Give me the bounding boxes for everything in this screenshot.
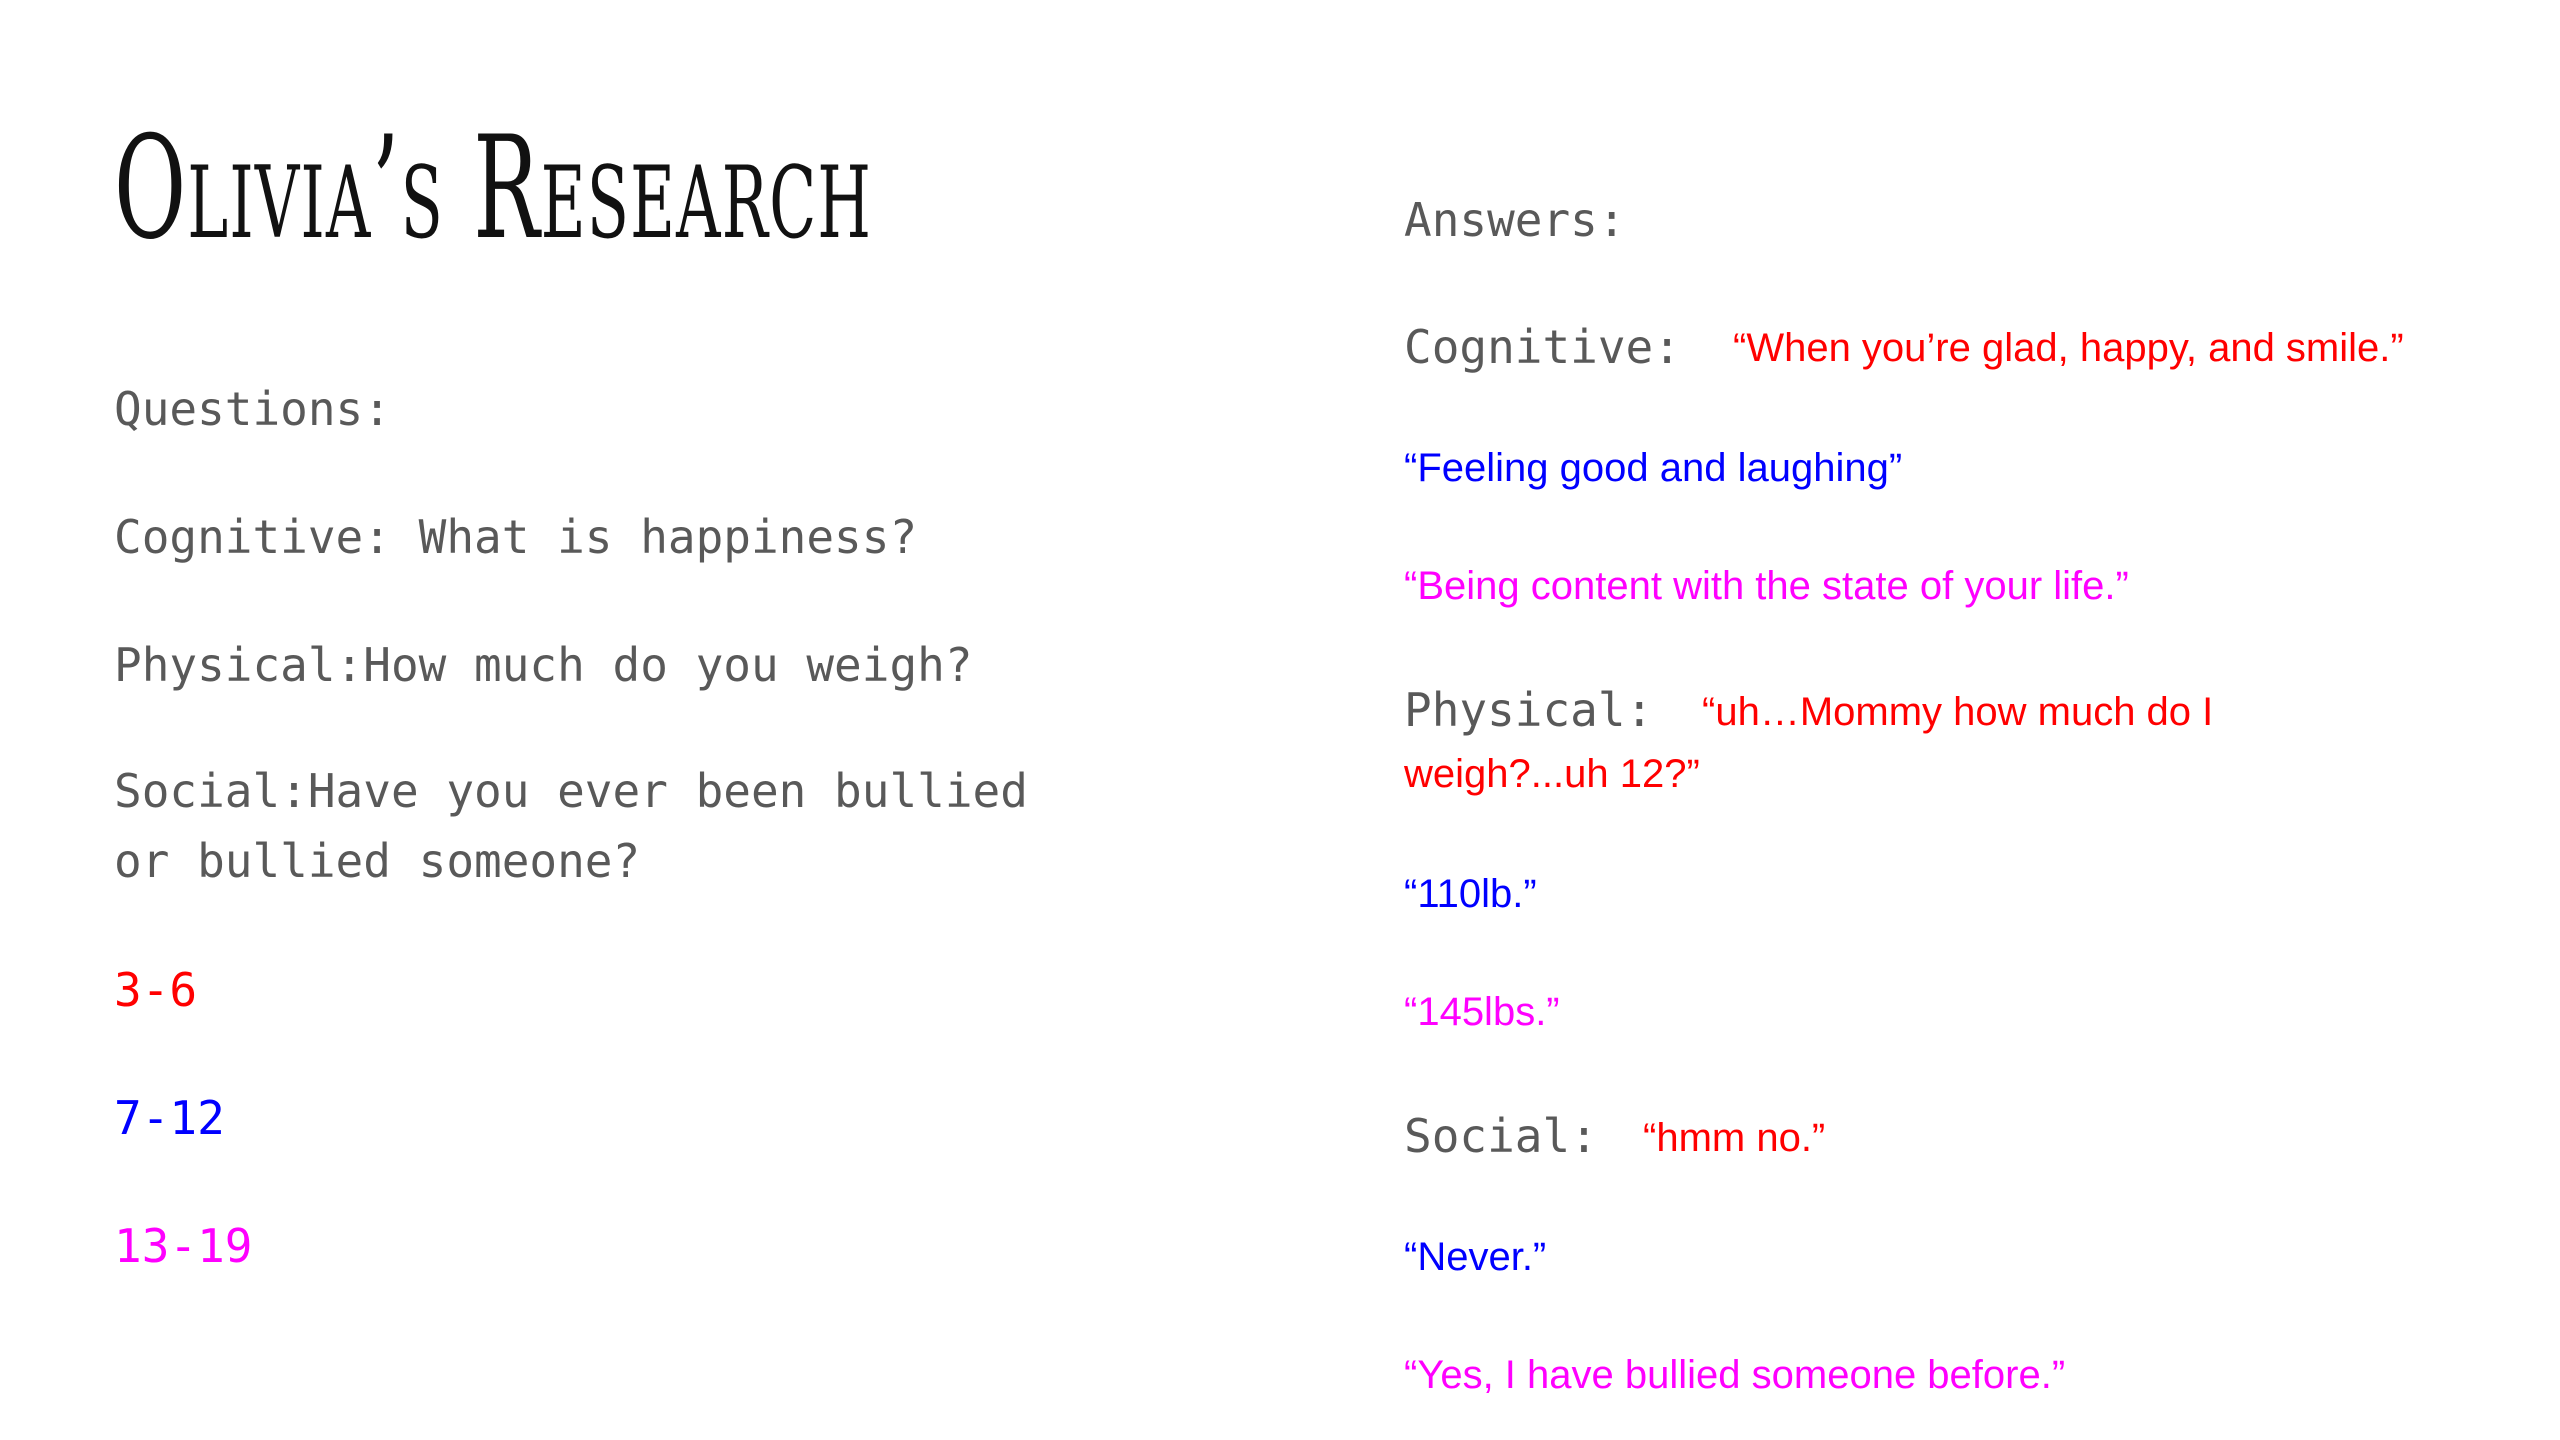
question-physical: Physical:How much do you weigh? — [114, 638, 973, 692]
answer-physical-3-6-line1: “uh…Mommy how much do I — [1702, 690, 2214, 734]
age-group-7-12: 7-12 — [114, 1091, 225, 1145]
answer-social-3-6: “hmm no.” — [1643, 1116, 1826, 1160]
answer-social-13-19: “Yes, I have bullied someone before.” — [1404, 1353, 2066, 1397]
answer-cognitive-13-19: “Being content with the state of your life.” — [1404, 564, 2129, 608]
answer-cognitive-3-6: “When you’re glad, happy, and smile.” — [1733, 326, 2404, 370]
slide-title: Olivia’s Research — [114, 106, 873, 271]
age-group-13-19: 13-19 — [114, 1219, 253, 1273]
answers-cognitive-label: Cognitive: — [1404, 320, 1681, 374]
question-social — [114, 756, 1028, 896]
answers-heading: Answers: — [1404, 193, 1626, 247]
question-social-line1: Social:Have you ever been bullied — [114, 764, 1028, 818]
answer-physical-7-12: “110lb.” — [1404, 872, 1537, 916]
answer-cognitive-7-12: “Feeling good and laughing” — [1404, 446, 1903, 490]
answers-physical-label: Physical: — [1404, 683, 1654, 737]
age-group-3-6: 3-6 — [114, 963, 198, 1017]
question-cognitive: Cognitive: What is happiness? — [114, 510, 918, 564]
answer-social-7-12: “Never.” — [1404, 1235, 1547, 1279]
answer-physical-13-19: “145lbs.” — [1404, 990, 1560, 1034]
answer-physical-3-6-line2: weigh?...uh 12?” — [1404, 752, 1700, 796]
question-social-line2: or bullied someone? — [114, 834, 641, 888]
answers-social-label: Social: — [1404, 1109, 1598, 1163]
questions-heading: Questions: — [114, 382, 391, 436]
